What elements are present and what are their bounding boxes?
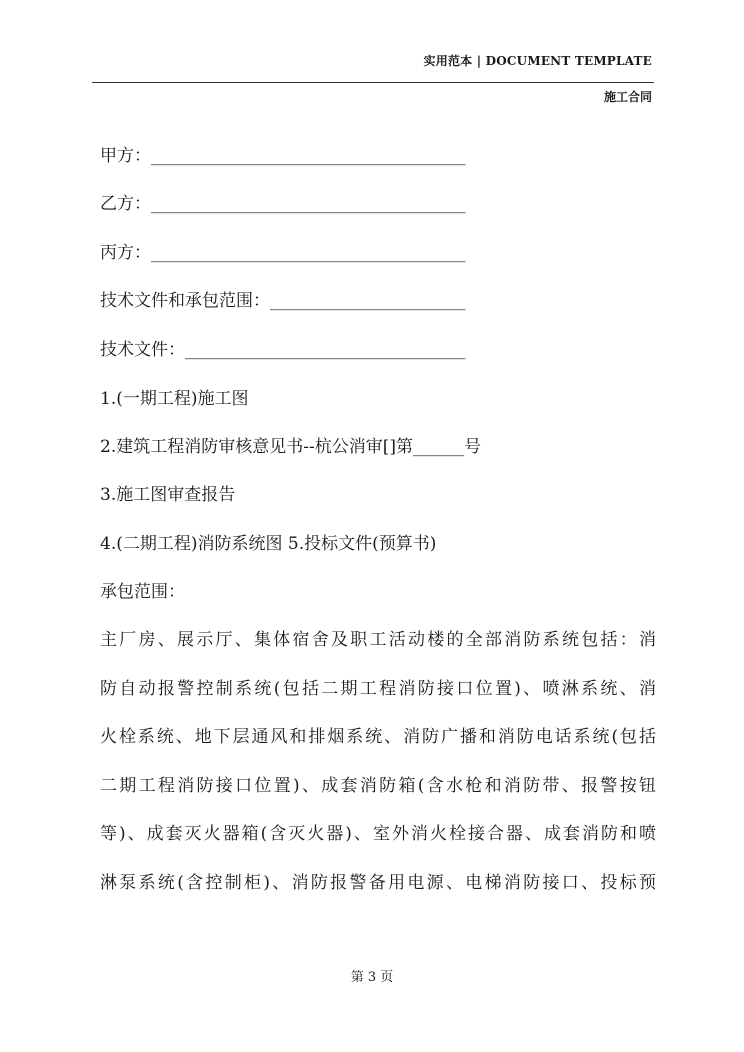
list-item: 1.(一期工程)施工图: [100, 389, 249, 409]
paragraph-line: 主厂房、展示厅、集体宿舍及职工活动楼的全部消防系统包括：消: [100, 630, 656, 650]
list-item: 2.建筑工程消防审核意见书--杭公消审[]第______号: [100, 437, 481, 457]
header-divider: [92, 82, 654, 83]
party-c-line: 丙方：_____________________________________: [100, 243, 466, 263]
list-item: 3.施工图审查报告: [100, 485, 236, 505]
paragraph-line: 二期工程消防接口位置)、成套消防箱(含水枪和消防带、报警按钮: [100, 776, 656, 796]
paragraph-line: 淋泵系统(含控制柜)、消防报警备用电源、电梯消防接口、投标预: [100, 873, 656, 893]
scope-heading: 承包范围：: [100, 582, 185, 602]
paragraph-line: 防自动报警控制系统(包括二期工程消防接口位置)、喷淋系统、消: [100, 679, 656, 699]
tech-docs-line: 技术文件：_________________________________: [100, 340, 466, 360]
list-item: 4.(二期工程)消防系统图 5.投标文件(预算书): [100, 534, 437, 554]
tech-docs-scope-line: 技术文件和承包范围：_______________________: [100, 291, 466, 311]
page-number: 第 3 页: [350, 970, 394, 985]
paragraph-line: 等)、成套灭火器箱(含灭火器)、室外消火栓接合器、成套消防和喷: [100, 824, 656, 844]
party-b-line: 乙方：_____________________________________: [100, 194, 466, 214]
header-brand: 实用范本 | DOCUMENT TEMPLATE: [423, 54, 652, 68]
party-a-line: 甲方：_____________________________________: [100, 146, 466, 166]
document-title: 施工合同: [603, 90, 652, 104]
paragraph-line: 火栓系统、地下层通风和排烟系统、消防广播和消防电话系统(包括: [100, 727, 656, 747]
